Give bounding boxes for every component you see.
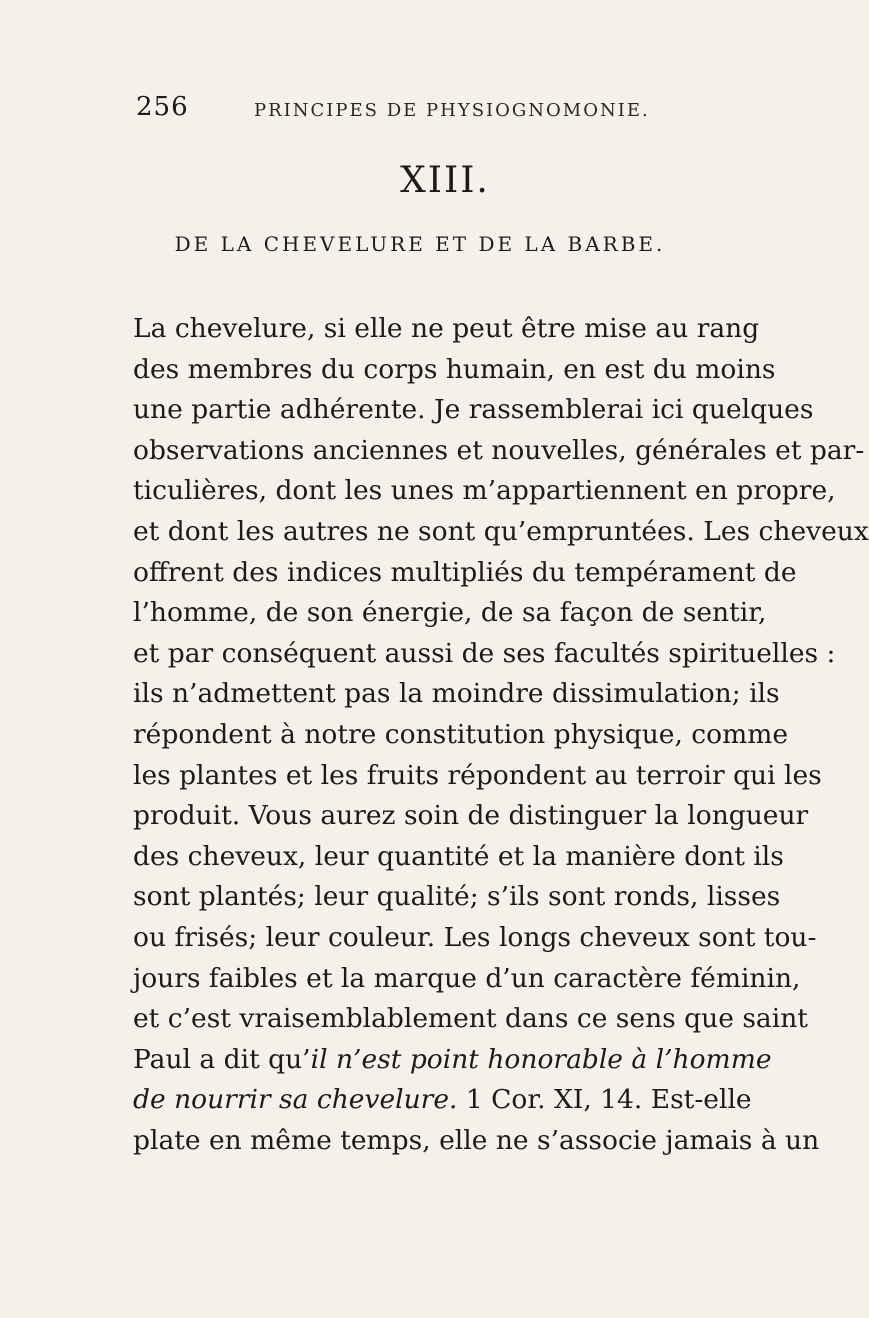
text-line: des membres du corps humain, en est du moins: [133, 353, 776, 385]
text-line: et c’est vraisemblablement dans ce sens que saint: [133, 1003, 808, 1035]
text-line: La chevelure, si elle ne peut être mise au rang: [133, 313, 760, 344]
text-line: une partie adhérente. Je rassemblerai ici quelques: [133, 394, 814, 426]
text-line: produit. Vous aurez soin de distinguer la longueur: [133, 800, 809, 832]
text-line: [133, 1080, 752, 1121]
text-line: plate en même temps, elle ne s’associe jamais à un: [133, 1124, 820, 1156]
text-line: et dont les autres ne sont qu’empruntées. Les cheveux: [133, 515, 869, 547]
text-line: et par conséquent aussi de ses facultés spirituelles :: [133, 637, 836, 669]
citation: 1 Cor. XI, 14. Est-elle: [457, 1084, 752, 1116]
text-line: [133, 1040, 772, 1081]
text-segment: Paul a dit qu’: [133, 1043, 311, 1075]
running-head: PRINCIPES DE PHYSIOGNOMONIE.: [254, 100, 650, 121]
text-line: offrent des indices multipliés du tempérament de: [133, 556, 797, 588]
text-line: jours faibles et la marque d’un caractère féminin,: [133, 962, 801, 994]
page-number: 256: [136, 92, 189, 122]
italic-quote: de nourrir sa chevelure.: [133, 1084, 458, 1116]
text-line: l’homme, de son énergie, de sa façon de sentir,: [133, 597, 767, 629]
text-line: répondent à notre constitution physique, comme: [133, 718, 789, 750]
body-text: [133, 309, 869, 1161]
text-line: sont plantés; leur qualité; s’ils sont ronds, lisses: [133, 881, 781, 913]
text-line: ou frisés; leur couleur. Les longs cheveux sont tou-: [133, 921, 817, 953]
text-line: ticulières, dont les unes m’appartiennent en propre,: [133, 475, 836, 507]
text-line: les plantes et les fruits répondent au terroir qui les: [133, 759, 822, 791]
text-line: ils n’admettent pas la moindre dissimulation; ils: [133, 678, 780, 710]
italic-quote: il n’est point honorable à l’homme: [310, 1043, 772, 1075]
text-line: des cheveux, leur quantité et la manière dont ils: [133, 840, 784, 872]
chapter-title: DE LA CHEVELURE ET DE LA BARBE.: [174, 232, 666, 256]
chapter-number: XIII.: [400, 160, 490, 201]
text-line: observations anciennes et nouvelles, générales et par-: [133, 434, 865, 466]
